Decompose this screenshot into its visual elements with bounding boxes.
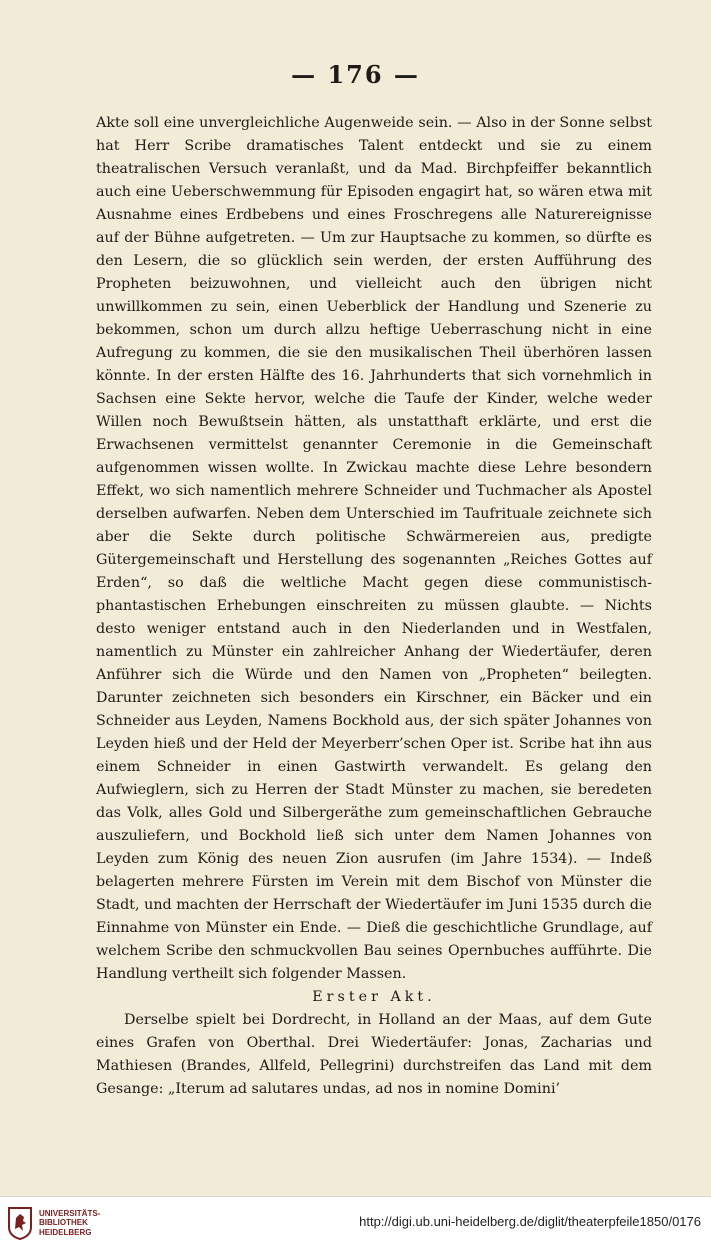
page-number: — 176 — bbox=[291, 60, 420, 89]
lion-emblem-icon bbox=[6, 1205, 34, 1241]
section-heading: Erster Akt. bbox=[312, 989, 436, 1005]
source-url[interactable]: http://digi.ub.uni-heidelberg.de/diglit/theaterpfeile1850/0176 bbox=[359, 1214, 701, 1229]
logo-text bbox=[39, 1209, 100, 1238]
footer bbox=[0, 1196, 711, 1252]
paragraph: Akte soll eine unvergleichliche Augenweide sein. — Also in der Sonne selbst hat Herr Scribe dramatisches Talent entdeckt und sie zu einem theatralischen Versuch veranlaßt, und da Mad. Birchpfeiffer bekanntlich auch eine Ueberschwemmung für Episoden engagirt hat, so wären etwa mit Ausnahme eines Erdbebens und eines Froschregens alle Naturereignisse auf der Bühne aufgetreten. — Um zur Hauptsache zu kommen, so dürfte es den Lesern, die so glücklich sein werden, der ersten Aufführung des Propheten beizuwohnen, und vielleicht auch den übrigen nicht unwillkommen zu sein, einen Ueberblick der Handlung und Szenerie zu bekommen, schon um durch allzu heftige Ueberraschung nicht in eine Aufregung zu kommen, die sie den musikalischen Theil überhören lassen könnte. In der ersten Hälfte des 16. Jahrhunderts that sich vornehmlich in Sachsen eine Sekte hervor, welche die Taufe der Kinder, welche weder Willen noch Bewußtsein hätten, als unstatthaft erklärte, und erst die Erwachsenen vermittelst genannter Ceremonie in die Gemeinschaft aufgenommen wissen wollte. In Zwickau machte diese Lehre besondern Effekt, wo sich namentlich mehrere Schneider und Tuchmacher als Apostel derselben aufwarfen. Neben dem Unterschied im Taufrituale zeichnete sich aber die Sekte durch politische Schwärmereien aus, predigte Gütergemeinschaft und Herstellung des sogenannten „Reiches Gottes auf Erden“, so daß die weltliche Macht gegen diese communistisch-phantastischen Erhebungen einschreiten zu müssen glaubte. — Nichts desto weniger entstand auch in den Niederlanden und in Westfalen, namentlich zu Münster ein zahlreicher Anhang der Wiedertäufer, deren Anführer sich die Würde und den Namen von „Propheten“ beilegten. Darunter zeichneten sich besonders ein Kirschner, ein Bäcker und ein Schneider aus Leyden, Namens Bockhold aus, der sich später Johannes von Leyden hieß und der Held der Meyerberr’schen Oper ist. Scribe hat ihn aus einem Schneider in einen Gastwirth verwandelt. Es gelang den Aufwieglern, sich zu Herren der Stadt Münster zu machen, sie beredeten das Volk, alles Gold und Silbergeräthe zum gemeinschaftlichen Gebrauche auszuliefern, und Bockhold ließ sich unter dem Namen Johannes von Leyden zum König des neuen Zion ausrufen (im Jahre 1534). — Indeß belagerten mehrere Fürsten im Verein mit dem Bischof von Münster die Stadt, und machten der Herrschaft der Wiedertäufer im Juni 1535 durch die Einnahme von Münster ein Ende. — Dieß die geschichtliche Grundlage, auf welchem Scribe den schmuckvollen Bau seines Opernbuches aufführte. Die Handlung vertheilt sich folgender Massen. bbox=[96, 115, 652, 982]
body-text bbox=[96, 112, 652, 1101]
university-logo[interactable] bbox=[6, 1205, 100, 1241]
logo-line: BIBLIOTHEK bbox=[39, 1218, 88, 1228]
logo-line: HEIDELBERG bbox=[39, 1227, 92, 1237]
paragraph: Derselbe spielt bei Dordrecht, in Holland an der Maas, auf dem Gute eines Grafen von Oberthal. Drei Wiedertäufer: Jonas, Zacharias und Mathiesen (Brandes, Allfeld, Pellegrini) durchstreifen das Land mit dem Gesange: „Iterum ad salutares undas, ad nos in nomine Domini’ bbox=[96, 1012, 652, 1097]
logo-line: UNIVERSITÄTS- bbox=[39, 1208, 101, 1218]
